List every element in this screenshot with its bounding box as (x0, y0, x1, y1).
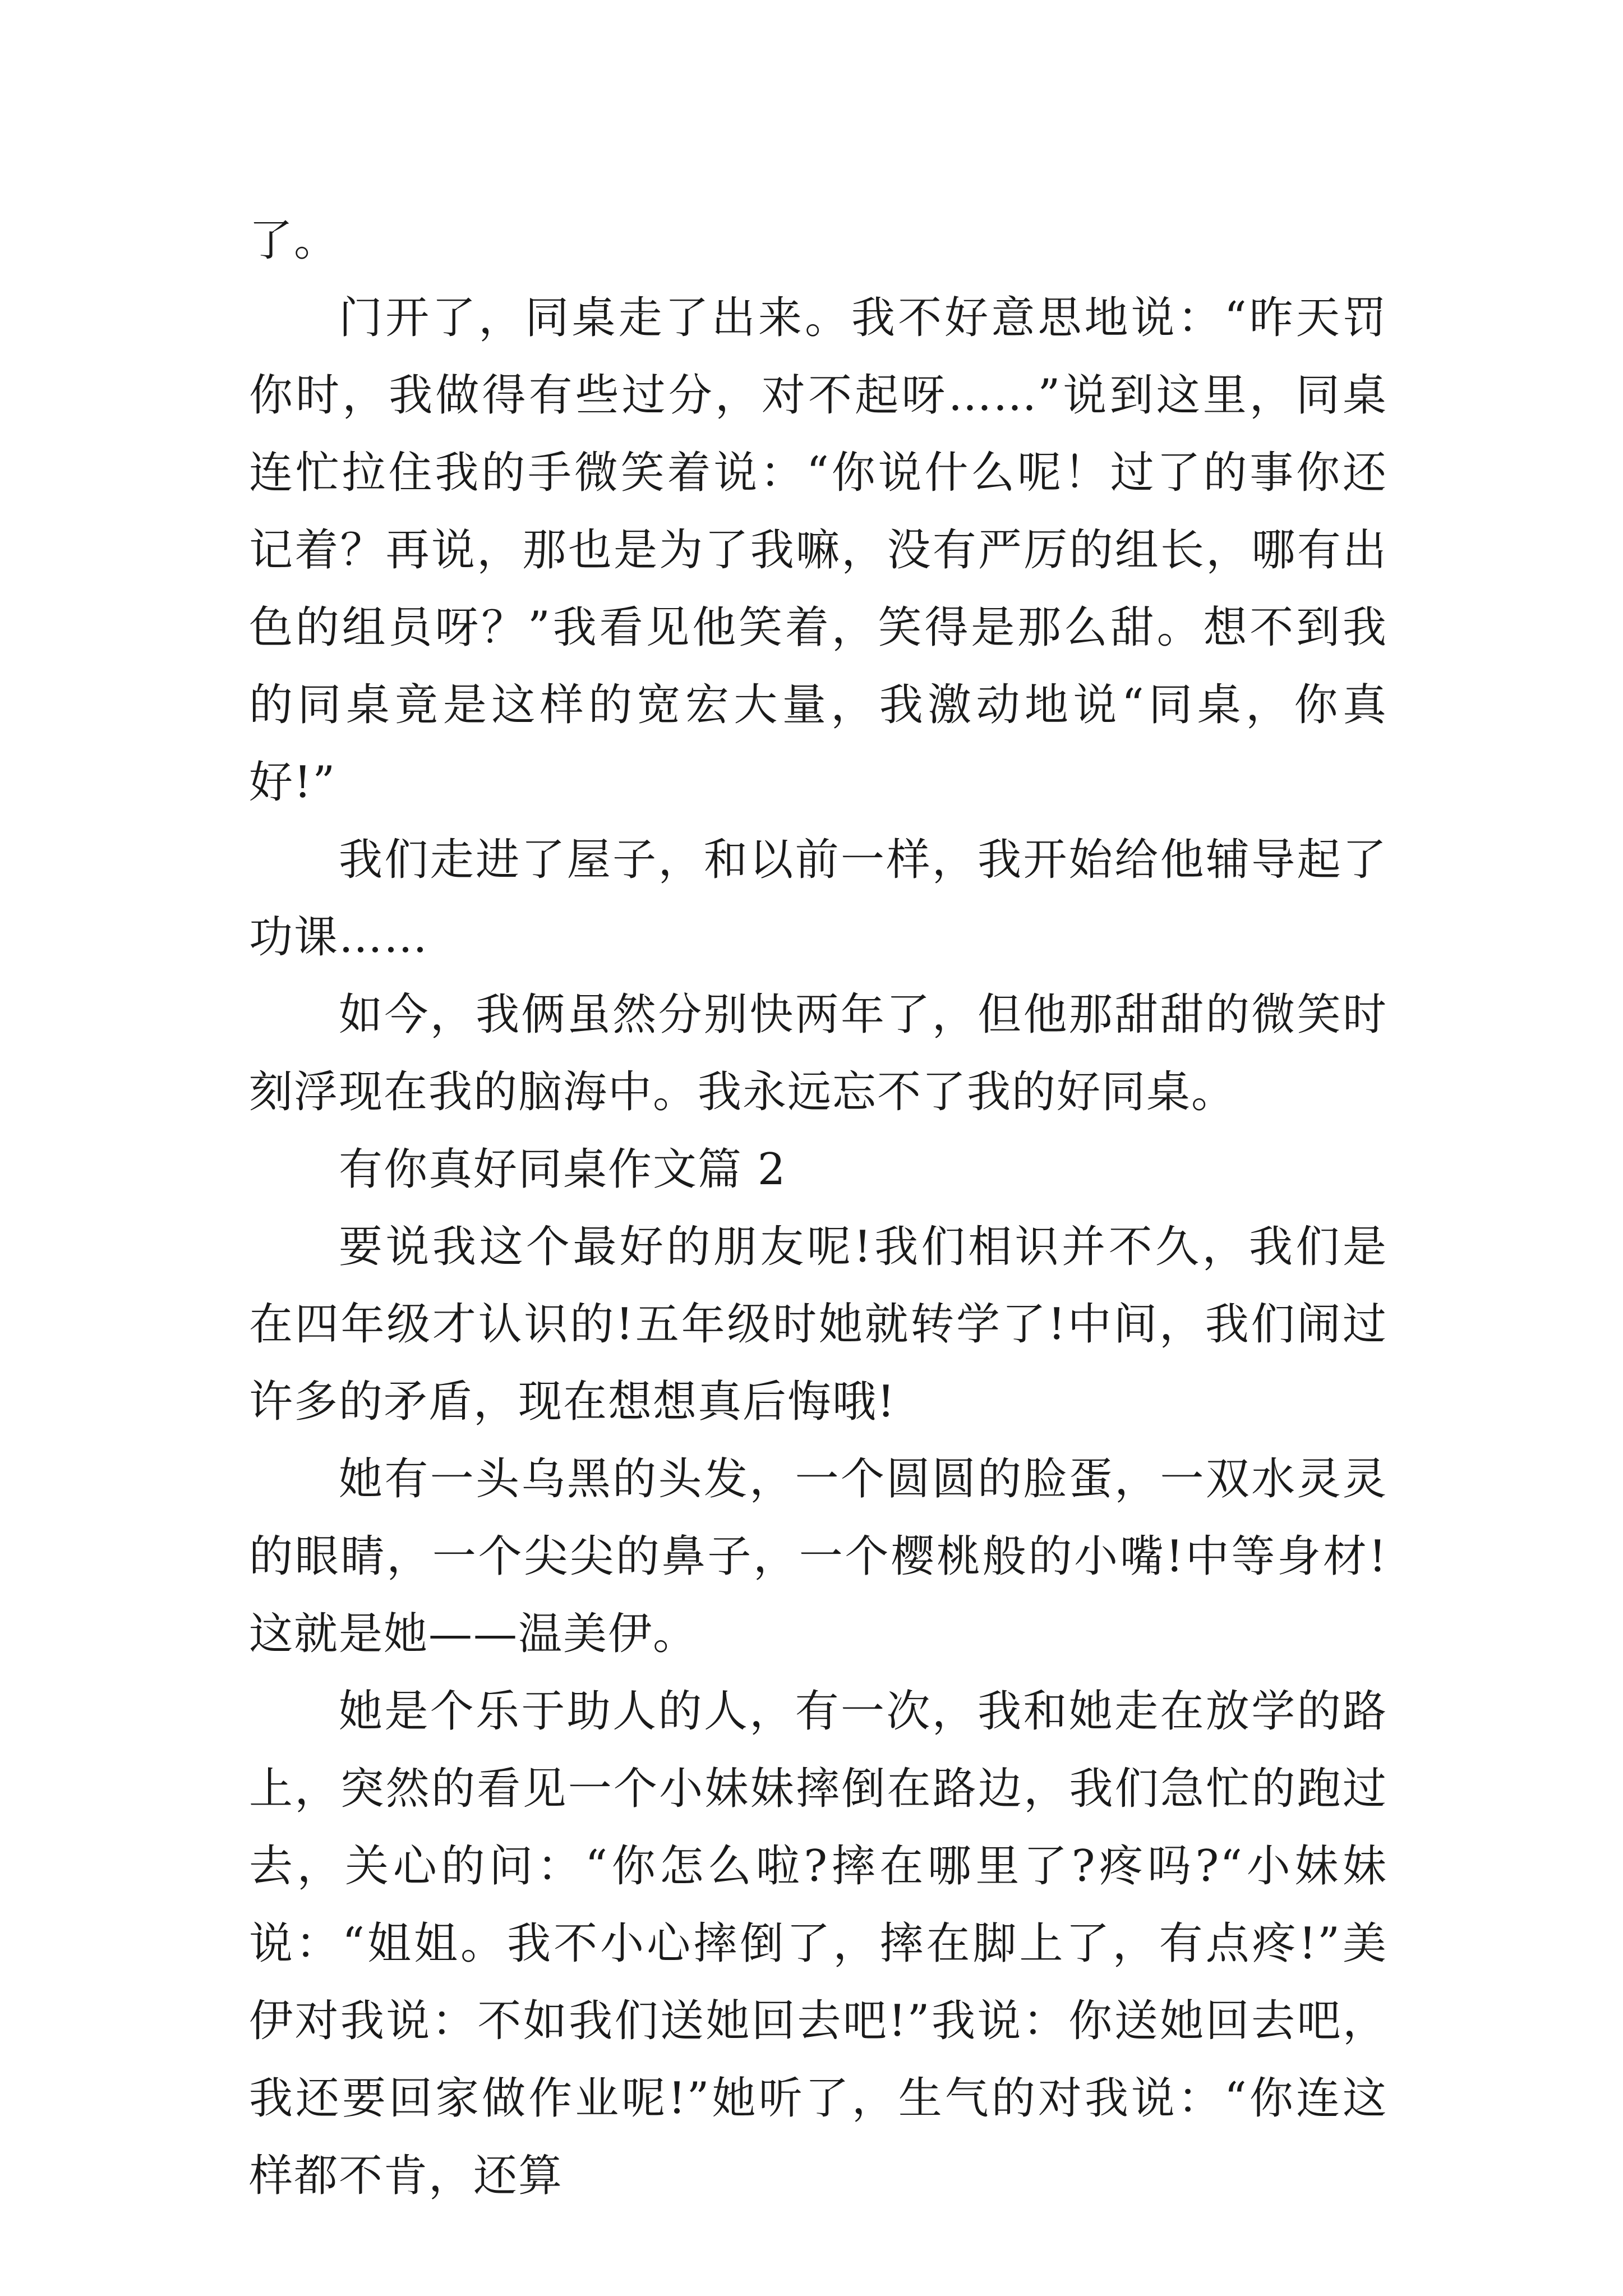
paragraph-memory: 如今，我俩虽然分别快两年了，但他那甜甜的微笑时刻浮现在我的脑海中。我永远忘不了我的好同桌。 (249, 990, 1387, 1117)
paragraph-continuation: 了。 (249, 215, 339, 266)
paragraph-best-friend: 要说我这个最好的朋友呢!我们相识并不久，我们是在四年级才认识的!五年级时她就转学了!中间，我们闹过许多的矛盾，现在想想真后悔哦! (249, 1222, 1387, 1427)
paragraph-appearance: 她有一头乌黑的头发，一个圆圆的脸蛋，一双水灵灵的眼睛，一个尖尖的鼻子，一个樱桃般的小嘴!中等身材!这就是她——温美伊。 (249, 1454, 1387, 1659)
paragraph-door-opened: 门开了，同桌走了出来。我不好意思地说：“昨天罚你时，我做得有些过分，对不起呀……”说到这里，同桌连忙拉住我的手微笑着说：“你说什么呢！过了的事你还记着？再说，那也是为了我嘛，没有严厉的组长，哪有出色的组员呀？”我看见他笑着，笑得是那么甜。想不到我的同桌竟是这样的宽宏大量，我激动地说“同桌，你真好!” (249, 293, 1387, 808)
article-body (249, 202, 1387, 2215)
paragraph-helping-story: 她是个乐于助人的人，有一次，我和她走在放学的路上，突然的看见一个小妹妹摔倒在路边，我们急忙的跑过去，关心的问：“你怎么啦?摔在哪里了?疼吗?“小妹妹说：“姐姐。我不小心摔倒了，摔在脚上了，有点疼!”美伊对我说：不如我们送她回去吧!”我说：你送她回去吧，我还要回家做作业呢!”她听了，生气的对我说：“你连这样都不肯，还算 (249, 1686, 1387, 2201)
section-heading: 有你真好同桌作文篇 2 (339, 1144, 787, 1195)
paragraph-tutoring: 我们走进了屋子，和以前一样，我开始给他辅导起了功课…… (249, 835, 1387, 963)
